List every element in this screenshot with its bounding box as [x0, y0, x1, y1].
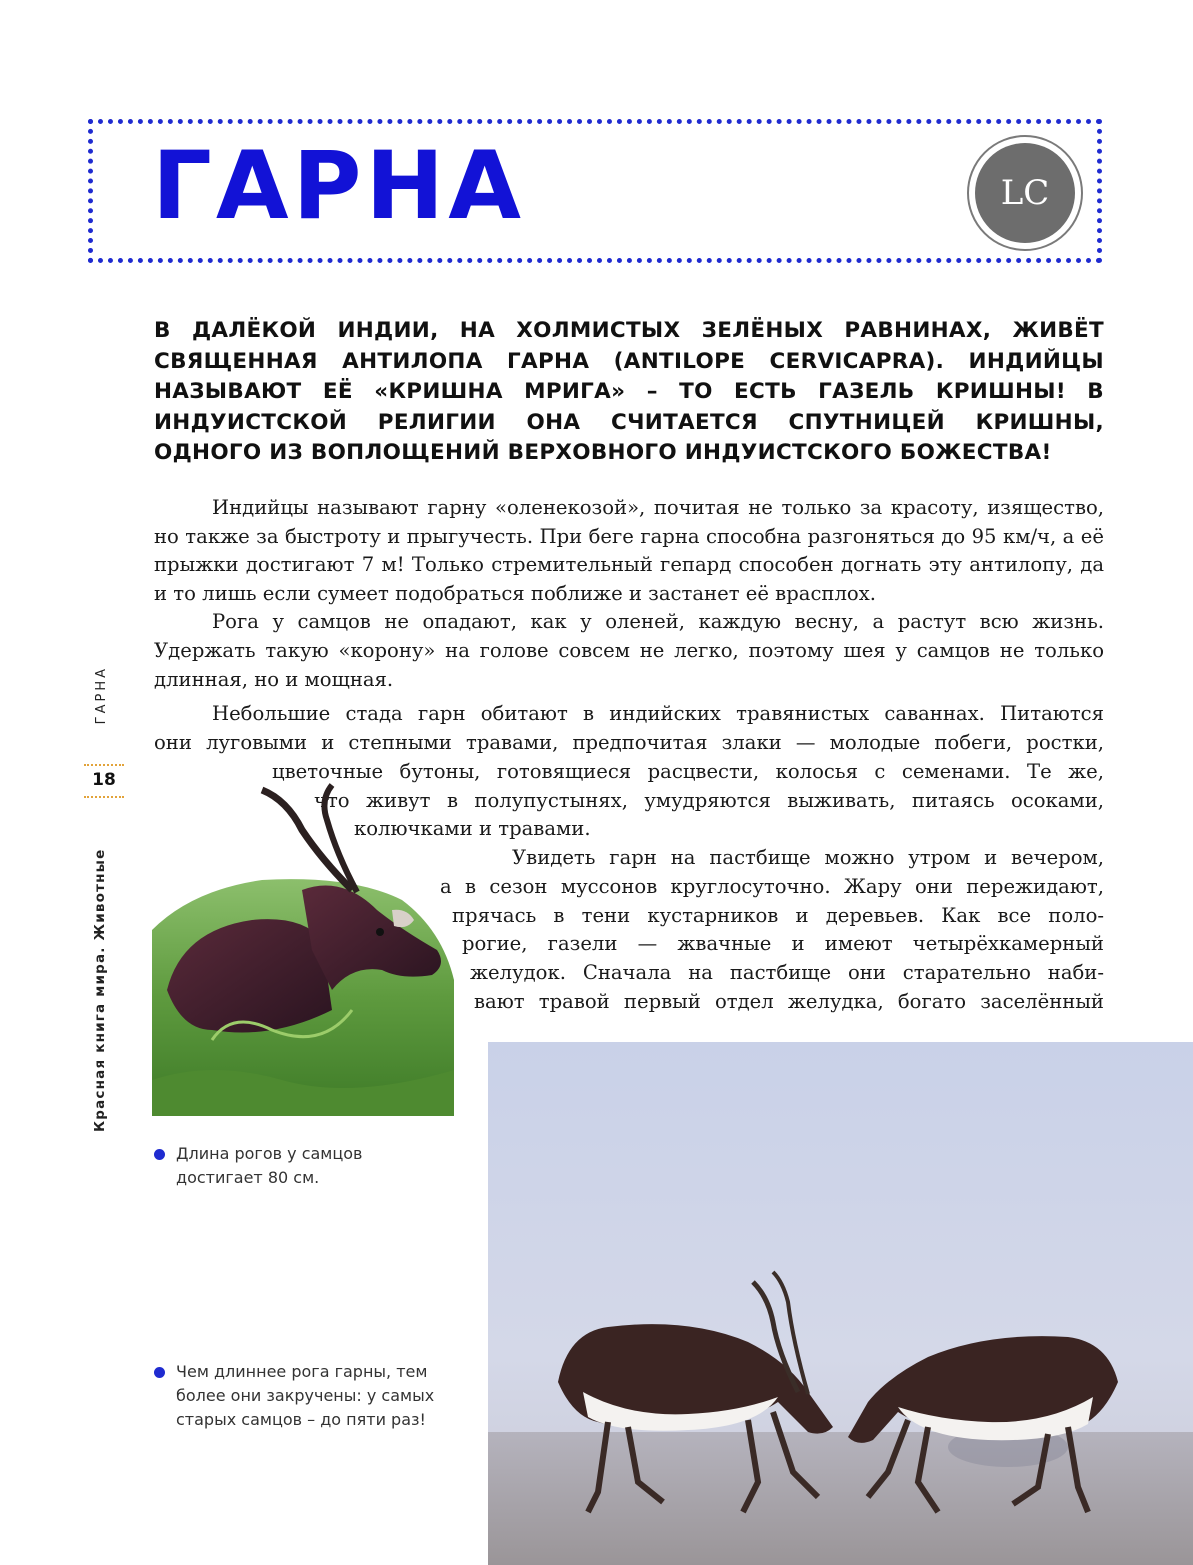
section-label: ГАРНА: [94, 666, 109, 725]
bullet-icon: [154, 1367, 165, 1378]
caption-text: Чем длиннее рога гарны, тем более они закручены: у самых старых самцов – до пяти раз!: [176, 1362, 435, 1429]
text-line: желудок. Сначала на пастбище они старательно наби-: [470, 961, 1104, 984]
book-title: Красная книга мира. Животные: [92, 848, 108, 1132]
text-line: прячась в тени кустарников и деревьев. Как все поло-: [452, 904, 1104, 927]
antelopes-fighting-photo: [488, 1042, 1193, 1565]
page-number: 18: [84, 764, 124, 798]
photo-caption: [176, 1360, 448, 1432]
text-line: цветочные бутоны, готовящиеся расцвести, колосья с семенами. Те же,: [272, 760, 1104, 783]
lead-paragraph: В ДАЛЁКОЙ ИНДИИ, НА ХОЛМИСТЫХ ЗЕЛЁНЫХ РАВНИНАХ, ЖИВЁТ СВЯЩЕННАЯ АНТИЛОПА ГАРНА (ANTILOPE CERVICAPRA). ИНДИЙЦЫ НАЗЫВАЮТ ЕЁ «КРИШНА МРИГА» – ТО ЕСТЬ ГАЗЕЛЬ КРИШНЫ! В ИНДУИСТСКОЙ РЕЛИГИИ ОНА СЧИТАЕТСЯ СПУТНИЦЕЙ КРИШНЫ, ОДНОГО ИЗ ВОПЛОЩЕНИЙ ВЕРХОВНОГО ИНДУИСТСКОГО БОЖЕСТВА!: [154, 318, 1104, 465]
status-badge: [967, 135, 1083, 251]
paragraph: Рога у самцов не опадают, как у оленей, каждую весну, а растут всю жизнь. Удержать такую «корону» на голове совсем не легко, поэтому шея у самцов не только длинная, но и мощная.: [154, 610, 1104, 691]
body-text: [154, 494, 1104, 694]
photo-caption: [176, 1142, 446, 1190]
caption-text: Длина рогов у самцов достигает 80 см.: [176, 1144, 363, 1187]
text-line: что живут в полупустынях, умудряются выживать, питаясь осоками,: [314, 789, 1104, 812]
status-badge-label: LC: [975, 143, 1075, 243]
text-line: Увидеть гарн на пастбище можно утром и вечером,: [512, 846, 1104, 869]
bullet-icon: [154, 1149, 165, 1160]
paragraph: Индийцы называют гарну «оленекозой», почитая не только за красоту, изящество, но также за быстроту и прыгучесть. При беге гарна способна разгоняться до 95 км/ч, а её прыжки достигают 7 м! Только стремительный гепард способен догнать эту антилопу, да и то лишь если сумеет подобраться поближе и застанет её врасплох.: [154, 496, 1104, 605]
text-line: а в сезон муссонов круглосуточно. Жару они пережидают,: [440, 875, 1104, 898]
text-line: вают травой первый отдел желудка, богато заселённый: [474, 990, 1104, 1013]
text-line: колючками и травами.: [354, 817, 591, 840]
page-title: ГАРНА: [152, 132, 525, 241]
text-line: Небольшие стада гарн обитают в индийских травянистых саваннах. Питаются: [212, 702, 1104, 725]
text-line: они луговыми и степными травами, предпочитая злаки — молодые побеги, ростки,: [154, 731, 1104, 754]
text-line: рогие, газели — жвачные и имеют четырёхкамерный: [462, 932, 1104, 955]
antelope-portrait-photo: [152, 780, 454, 1116]
